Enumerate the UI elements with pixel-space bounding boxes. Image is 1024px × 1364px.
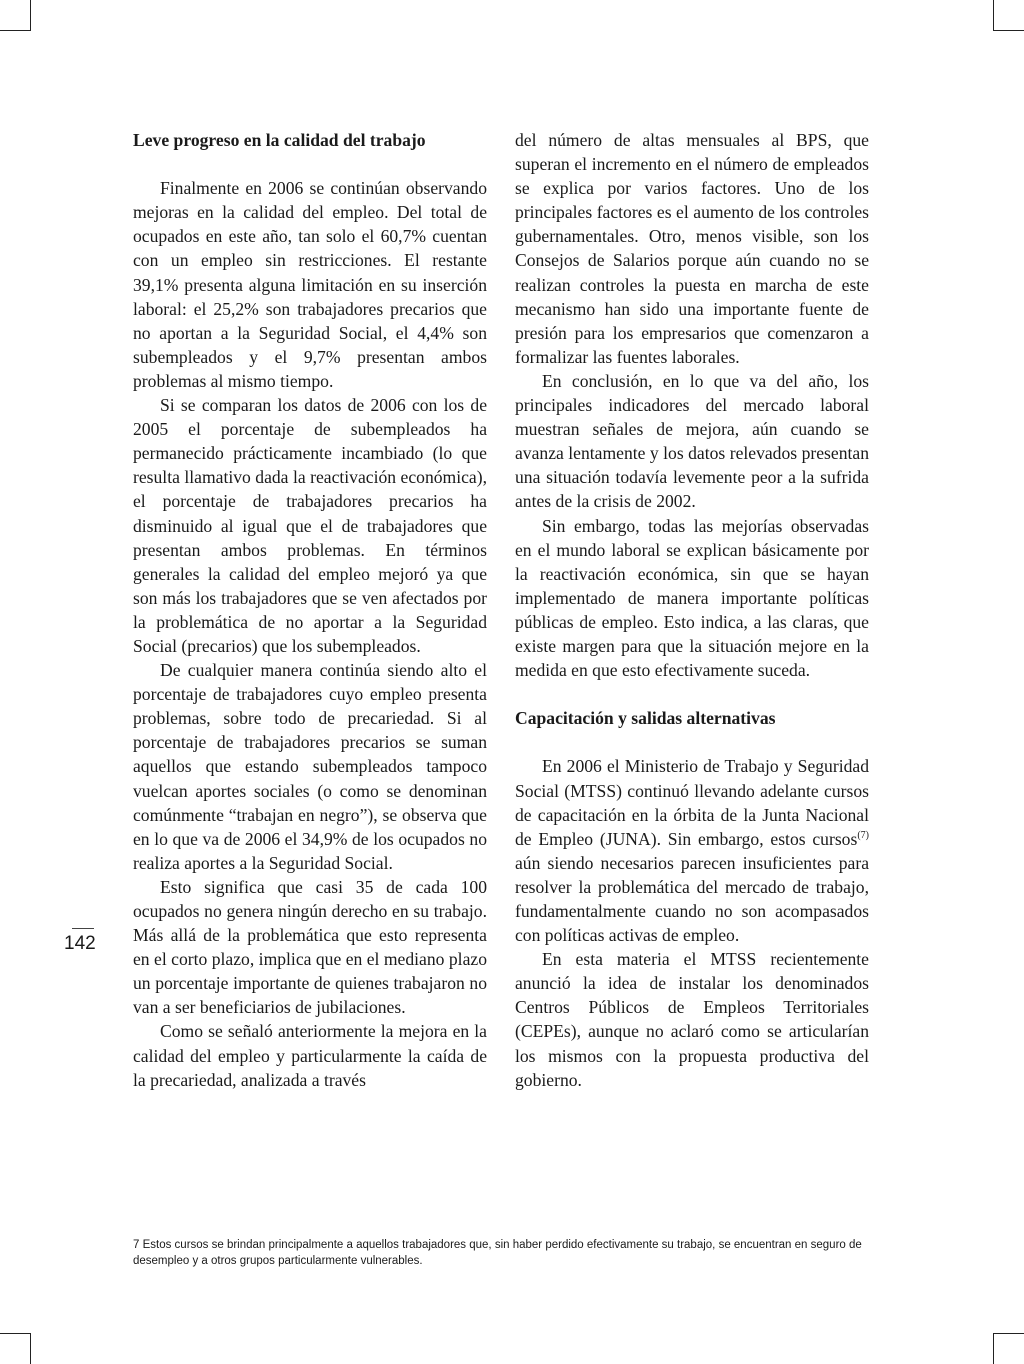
crop-mark-bottom-left xyxy=(0,1333,31,1364)
paragraph: En esta materia el MTSS recientemente anunció la idea de instalar los denominados Centros Públicos de Empleos Territoriales (CEPEs), aunque no aclaró como se articularían los mismos con la propuesta productiva del gobierno. xyxy=(515,949,869,1090)
page-number: 142 xyxy=(64,933,96,954)
crop-mark-top-left xyxy=(0,0,31,31)
paragraph: En conclusión, en lo que va del año, los principales indicadores del mercado laboral muestran señales de mejora, aún cuando se avanza lentamente y los datos relevados presentan una situación todavía levemente peor a la sufrida antes de la crisis de 2002. xyxy=(515,370,869,512)
crop-mark-bottom-right xyxy=(993,1333,1024,1364)
paragraph: Si se comparan los datos de 2006 con los de 2005 el porcentaje de subempleados ha permanecido prácticamente incambiado (lo que resulta llamativo dada la reactivación económica), el porcentaje de trabajadores precarios ha disminuido al igual que el de trabajadores que presentan ambos problemas. En términos generales la calidad del empleo mejoró ya que son más los trabajadores que se ven afectados por la problemática de no aportar a la Seguridad Social (precarios) que los subempleados. xyxy=(133,395,487,656)
paragraph: Esto significa que casi 35 de cada 100 ocupados no genera ningún derecho en su trabajo. Más allá de la problemática que esto representa en el corto plazo, implica que en el mediano plazo un porcentaje importante de quienes trabajaron no van a ser beneficiarios de jubilaciones. xyxy=(133,876,487,1018)
paragraph xyxy=(515,754,869,947)
paragraph-text: En 2006 el Ministerio de Trabajo y Seguridad Social (MTSS) continuó llevando adelante cursos de capacitación en la órbita de la Junta Nacional de Empleo (JUNA). Sin embargo, estos cursos xyxy=(515,756,869,849)
crop-mark-top-right xyxy=(993,0,1024,31)
left-column xyxy=(133,128,487,1092)
paragraph-text: aún siendo necesarios parecen insuficientes para resolver la problemática del mercado de trabajo, fundamentalmente cuando no son acompasados con políticas activas de empleo. xyxy=(515,852,869,946)
footnote: 7 Estos cursos se brindan principalmente a aquellos trabajadores que, sin haber perdido efectivamente su trabajo, se encuentran en seguro de desempleo y a otros grupos particularmente vulnerables. xyxy=(133,1239,862,1267)
paragraph: De cualquier manera continúa siendo alto el porcentaje de trabajadores cuyo empleo presenta problemas, sobre todo de precariedad. Si al porcentaje de trabajadores precarios se suman aquellos que estando subempleados tampoco vuelcan aportes sociales (o como se denominan comúnmente “trabajan en negro”), se observa que en lo que va de 2006 el 34,9% de los ocupados no realiza aportes a la Seguridad Social. xyxy=(133,660,487,873)
footnote-reference[interactable]: (7) xyxy=(857,829,869,841)
right-column xyxy=(515,128,869,1092)
paragraph: Sin embargo, todas las mejorías observadas en el mundo laboral se explican básicamente por la reactivación económica, sin que se hayan implementado de manera importante políticas públicas de empleo. Esto indica, a las claras, que existe margen para que la situación mejore en la medida en que esto efectivamente suceda. xyxy=(515,515,869,681)
page-number-rule xyxy=(72,928,94,929)
section-heading-capacitacion: Capacitación y salidas alternativas xyxy=(515,708,776,729)
section-heading-calidad: Leve progreso en la calidad del trabajo xyxy=(133,130,426,150)
paragraph: Finalmente en 2006 se continúan observando mejoras en la calidad del empleo. Del total de ocupados en este año, tan solo el 60,7% cuentan con un empleo sin restricciones. El restante 39,1% presenta alguna limitación en su inserción laboral: el 25,2% son trabajadores precarios que no aportan a la Seguridad Social, el 4,4% son subempleados y el 9,7% presentan ambos problemas al mismo tiempo. xyxy=(133,178,487,391)
paragraph: del número de altas mensuales al BPS, que superan el incremento en el número de empleados se explica por varios factores. Uno de los principales factores es el aumento de los controles gubernamentales. Otro, menos visible, son los Consejos de Salarios porque aún cuando no se realizan controles la puesta en marcha de este mecanismo han sido una importante fuente de presión para los empresarios que comenzaron a formalizar las fuentes laborales. xyxy=(515,130,869,367)
paragraph: Como se señaló anteriormente la mejora en la calidad del empleo y particularmente la caída de la precariedad, analizada a través xyxy=(133,1021,487,1090)
